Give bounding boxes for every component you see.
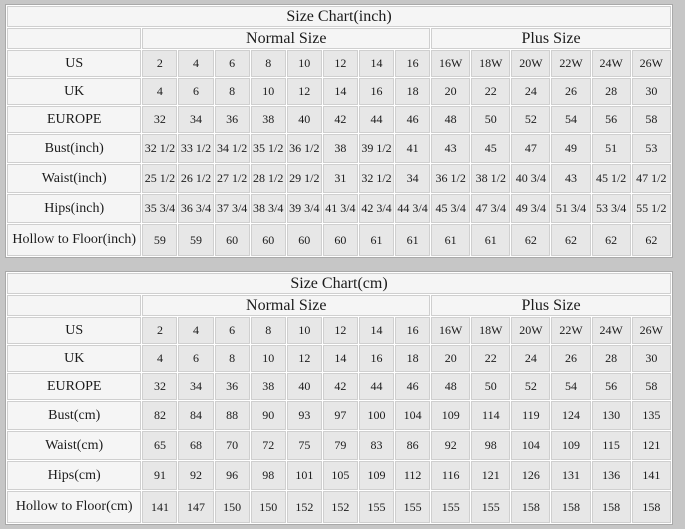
size-value-cell: 109 — [551, 431, 590, 460]
size-value-cell: 46 — [395, 373, 430, 400]
size-value-cell: 45 1/2 — [592, 164, 631, 193]
table-row — [7, 224, 671, 256]
size-value-cell: 58 — [632, 373, 671, 400]
size-value-cell: 88 — [215, 401, 250, 430]
size-value-cell: 39 3/4 — [287, 194, 322, 223]
size-value-cell: 4 — [178, 317, 213, 344]
size-value-cell: 84 — [178, 401, 213, 430]
size-value-cell: 22W — [551, 317, 590, 344]
normal-size-header: Normal Size — [142, 28, 430, 49]
size-value-cell: 135 — [632, 401, 671, 430]
size-value-cell: 43 — [431, 134, 470, 163]
size-value-cell: 34 — [178, 106, 213, 133]
size-value-cell: 32 — [142, 106, 177, 133]
plus-size-header: Plus Size — [431, 295, 671, 316]
size-value-cell: 27 1/2 — [215, 164, 250, 193]
size-value-cell: 24 — [511, 78, 550, 105]
size-value-cell: 126 — [511, 461, 550, 490]
size-value-cell: 105 — [323, 461, 358, 490]
size-value-cell: 62 — [592, 224, 631, 256]
size-value-cell: 8 — [251, 317, 286, 344]
row-label: EUROPE — [7, 373, 141, 400]
size-value-cell: 53 3/4 — [592, 194, 631, 223]
size-value-cell: 152 — [287, 491, 322, 523]
size-value-cell: 47 — [511, 134, 550, 163]
size-value-cell: 150 — [215, 491, 250, 523]
size-value-cell: 8 — [215, 78, 250, 105]
size-value-cell: 28 — [592, 78, 631, 105]
size-value-cell: 130 — [592, 401, 631, 430]
row-label: Hollow to Floor(inch) — [7, 224, 141, 256]
size-value-cell: 26 — [551, 78, 590, 105]
size-value-cell: 52 — [511, 106, 550, 133]
row-label: UK — [7, 345, 141, 372]
table-row — [7, 491, 671, 523]
size-value-cell: 141 — [142, 491, 177, 523]
size-value-cell: 14 — [323, 345, 358, 372]
row-label: Waist(cm) — [7, 431, 141, 460]
size-value-cell: 14 — [359, 50, 394, 77]
row-label: US — [7, 50, 141, 77]
size-value-cell: 61 — [431, 224, 470, 256]
size-value-cell: 141 — [632, 461, 671, 490]
size-value-cell: 31 — [323, 164, 358, 193]
size-value-cell: 4 — [142, 345, 177, 372]
size-value-cell: 47 3/4 — [471, 194, 510, 223]
size-value-cell: 34 — [178, 373, 213, 400]
size-value-cell: 49 3/4 — [511, 194, 550, 223]
size-value-cell: 25 1/2 — [142, 164, 177, 193]
size-value-cell: 101 — [287, 461, 322, 490]
size-value-cell: 10 — [287, 317, 322, 344]
size-value-cell: 20 — [431, 345, 470, 372]
size-value-cell: 40 — [287, 106, 322, 133]
size-value-cell: 72 — [251, 431, 286, 460]
size-chart-inch-table — [5, 4, 673, 258]
table-row — [7, 50, 671, 77]
table-title-row — [7, 273, 671, 294]
size-value-cell: 40 — [287, 373, 322, 400]
size-value-cell: 4 — [178, 50, 213, 77]
size-value-cell: 28 1/2 — [251, 164, 286, 193]
size-value-cell: 62 — [632, 224, 671, 256]
size-value-cell: 20W — [511, 50, 550, 77]
table-row — [7, 461, 671, 490]
size-value-cell: 158 — [551, 491, 590, 523]
size-value-cell: 10 — [287, 50, 322, 77]
size-value-cell: 37 3/4 — [215, 194, 250, 223]
size-value-cell: 38 1/2 — [471, 164, 510, 193]
size-value-cell: 38 — [251, 106, 286, 133]
size-value-cell: 112 — [395, 461, 430, 490]
size-value-cell: 83 — [359, 431, 394, 460]
size-value-cell: 22 — [471, 78, 510, 105]
table-row — [7, 78, 671, 105]
size-value-cell: 54 — [551, 106, 590, 133]
row-label: US — [7, 317, 141, 344]
column-group-row — [7, 28, 671, 49]
row-label: UK — [7, 78, 141, 105]
size-value-cell: 54 — [551, 373, 590, 400]
table-row — [7, 194, 671, 223]
size-value-cell: 46 — [395, 106, 430, 133]
size-value-cell: 12 — [287, 345, 322, 372]
size-value-cell: 82 — [142, 401, 177, 430]
table-row — [7, 106, 671, 133]
size-value-cell: 79 — [323, 431, 358, 460]
table-title: Size Chart(inch) — [7, 6, 671, 27]
size-value-cell: 121 — [471, 461, 510, 490]
size-value-cell: 58 — [632, 106, 671, 133]
size-value-cell: 16 — [395, 317, 430, 344]
size-value-cell: 155 — [395, 491, 430, 523]
size-value-cell: 104 — [511, 431, 550, 460]
size-value-cell: 30 — [632, 345, 671, 372]
size-value-cell: 44 — [359, 106, 394, 133]
size-value-cell: 10 — [251, 78, 286, 105]
size-value-cell: 59 — [178, 224, 213, 256]
size-value-cell: 18W — [471, 317, 510, 344]
size-value-cell: 53 — [632, 134, 671, 163]
size-value-cell: 158 — [632, 491, 671, 523]
size-value-cell: 100 — [359, 401, 394, 430]
size-value-cell: 45 — [471, 134, 510, 163]
size-value-cell: 16 — [395, 50, 430, 77]
size-value-cell: 92 — [178, 461, 213, 490]
size-value-cell: 18W — [471, 50, 510, 77]
size-value-cell: 20 — [431, 78, 470, 105]
size-value-cell: 136 — [592, 461, 631, 490]
size-value-cell: 22 — [471, 345, 510, 372]
corner-cell — [7, 295, 141, 316]
size-value-cell: 91 — [142, 461, 177, 490]
size-value-cell: 150 — [251, 491, 286, 523]
size-value-cell: 40 3/4 — [511, 164, 550, 193]
table-row — [7, 134, 671, 163]
size-value-cell: 38 3/4 — [251, 194, 286, 223]
size-value-cell: 26W — [632, 50, 671, 77]
size-value-cell: 34 — [395, 164, 430, 193]
size-value-cell: 65 — [142, 431, 177, 460]
size-value-cell: 56 — [592, 373, 631, 400]
size-value-cell: 98 — [471, 431, 510, 460]
size-value-cell: 33 1/2 — [178, 134, 213, 163]
size-value-cell: 93 — [287, 401, 322, 430]
size-value-cell: 16W — [431, 317, 470, 344]
size-value-cell: 60 — [251, 224, 286, 256]
size-value-cell: 48 — [431, 373, 470, 400]
size-value-cell: 62 — [551, 224, 590, 256]
size-value-cell: 152 — [323, 491, 358, 523]
plus-size-header: Plus Size — [431, 28, 671, 49]
size-value-cell: 26 1/2 — [178, 164, 213, 193]
row-label: Hollow to Floor(cm) — [7, 491, 141, 523]
size-value-cell: 119 — [511, 401, 550, 430]
size-value-cell: 97 — [323, 401, 358, 430]
size-value-cell: 35 3/4 — [142, 194, 177, 223]
size-value-cell: 131 — [551, 461, 590, 490]
size-value-cell: 14 — [323, 78, 358, 105]
size-value-cell: 56 — [592, 106, 631, 133]
size-value-cell: 16 — [359, 345, 394, 372]
size-value-cell: 6 — [178, 345, 213, 372]
size-value-cell: 124 — [551, 401, 590, 430]
size-value-cell: 44 3/4 — [395, 194, 430, 223]
size-value-cell: 45 3/4 — [431, 194, 470, 223]
table-title-row — [7, 6, 671, 27]
size-value-cell: 24 — [511, 345, 550, 372]
size-value-cell: 51 3/4 — [551, 194, 590, 223]
size-value-cell: 155 — [431, 491, 470, 523]
size-value-cell: 10 — [251, 345, 286, 372]
size-value-cell: 8 — [251, 50, 286, 77]
table-row — [7, 431, 671, 460]
size-value-cell: 61 — [471, 224, 510, 256]
size-value-cell: 48 — [431, 106, 470, 133]
size-value-cell: 18 — [395, 78, 430, 105]
size-value-cell: 24W — [592, 317, 631, 344]
size-value-cell: 114 — [471, 401, 510, 430]
size-value-cell: 98 — [251, 461, 286, 490]
size-value-cell: 22W — [551, 50, 590, 77]
size-value-cell: 60 — [215, 224, 250, 256]
size-value-cell: 20W — [511, 317, 550, 344]
size-value-cell: 28 — [592, 345, 631, 372]
size-value-cell: 115 — [592, 431, 631, 460]
size-value-cell: 38 — [323, 134, 358, 163]
row-label: EUROPE — [7, 106, 141, 133]
size-value-cell: 92 — [431, 431, 470, 460]
size-value-cell: 2 — [142, 317, 177, 344]
size-value-cell: 14 — [359, 317, 394, 344]
size-value-cell: 109 — [431, 401, 470, 430]
row-label: Bust(cm) — [7, 401, 141, 430]
size-value-cell: 26 — [551, 345, 590, 372]
size-value-cell: 155 — [471, 491, 510, 523]
corner-cell — [7, 28, 141, 49]
size-value-cell: 6 — [215, 317, 250, 344]
size-value-cell: 41 3/4 — [323, 194, 358, 223]
size-value-cell: 34 1/2 — [215, 134, 250, 163]
size-value-cell: 38 — [251, 373, 286, 400]
row-label: Bust(inch) — [7, 134, 141, 163]
size-value-cell: 6 — [178, 78, 213, 105]
size-value-cell: 30 — [632, 78, 671, 105]
row-label: Hips(cm) — [7, 461, 141, 490]
size-value-cell: 121 — [632, 431, 671, 460]
size-value-cell: 44 — [359, 373, 394, 400]
size-value-cell: 36 1/2 — [287, 134, 322, 163]
size-value-cell: 70 — [215, 431, 250, 460]
size-value-cell: 59 — [142, 224, 177, 256]
size-value-cell: 36 — [215, 106, 250, 133]
size-value-cell: 60 — [287, 224, 322, 256]
size-value-cell: 51 — [592, 134, 631, 163]
size-value-cell: 16 — [359, 78, 394, 105]
size-value-cell: 116 — [431, 461, 470, 490]
size-value-cell: 47 1/2 — [632, 164, 671, 193]
size-value-cell: 155 — [359, 491, 394, 523]
size-value-cell: 12 — [323, 50, 358, 77]
normal-size-header: Normal Size — [142, 295, 430, 316]
table-row — [7, 401, 671, 430]
size-value-cell: 18 — [395, 345, 430, 372]
table-row — [7, 164, 671, 193]
size-value-cell: 90 — [251, 401, 286, 430]
size-value-cell: 96 — [215, 461, 250, 490]
size-value-cell: 42 3/4 — [359, 194, 394, 223]
size-value-cell: 35 1/2 — [251, 134, 286, 163]
size-value-cell: 52 — [511, 373, 550, 400]
size-value-cell: 86 — [395, 431, 430, 460]
size-value-cell: 6 — [215, 50, 250, 77]
size-value-cell: 8 — [215, 345, 250, 372]
column-group-row — [7, 295, 671, 316]
size-value-cell: 29 1/2 — [287, 164, 322, 193]
size-value-cell: 16W — [431, 50, 470, 77]
size-value-cell: 36 — [215, 373, 250, 400]
size-value-cell: 12 — [323, 317, 358, 344]
size-value-cell: 61 — [359, 224, 394, 256]
size-value-cell: 60 — [323, 224, 358, 256]
row-label: Waist(inch) — [7, 164, 141, 193]
size-value-cell: 2 — [142, 50, 177, 77]
table-row — [7, 317, 671, 344]
table-title: Size Chart(cm) — [7, 273, 671, 294]
size-value-cell: 147 — [178, 491, 213, 523]
size-value-cell: 68 — [178, 431, 213, 460]
size-value-cell: 104 — [395, 401, 430, 430]
table-row — [7, 345, 671, 372]
size-value-cell: 42 — [323, 373, 358, 400]
size-value-cell: 24W — [592, 50, 631, 77]
size-value-cell: 32 1/2 — [142, 134, 177, 163]
size-value-cell: 32 — [142, 373, 177, 400]
row-label: Hips(inch) — [7, 194, 141, 223]
size-value-cell: 50 — [471, 373, 510, 400]
size-value-cell: 26W — [632, 317, 671, 344]
size-value-cell: 61 — [395, 224, 430, 256]
size-value-cell: 12 — [287, 78, 322, 105]
size-value-cell: 4 — [142, 78, 177, 105]
size-value-cell: 109 — [359, 461, 394, 490]
size-value-cell: 42 — [323, 106, 358, 133]
size-value-cell: 41 — [395, 134, 430, 163]
size-chart-cm-table — [5, 271, 673, 525]
size-value-cell: 32 1/2 — [359, 164, 394, 193]
table-row — [7, 373, 671, 400]
size-value-cell: 39 1/2 — [359, 134, 394, 163]
size-value-cell: 158 — [592, 491, 631, 523]
size-value-cell: 36 3/4 — [178, 194, 213, 223]
size-value-cell: 36 1/2 — [431, 164, 470, 193]
size-value-cell: 62 — [511, 224, 550, 256]
size-value-cell: 50 — [471, 106, 510, 133]
size-value-cell: 49 — [551, 134, 590, 163]
size-value-cell: 55 1/2 — [632, 194, 671, 223]
size-value-cell: 158 — [511, 491, 550, 523]
size-value-cell: 43 — [551, 164, 590, 193]
size-value-cell: 75 — [287, 431, 322, 460]
